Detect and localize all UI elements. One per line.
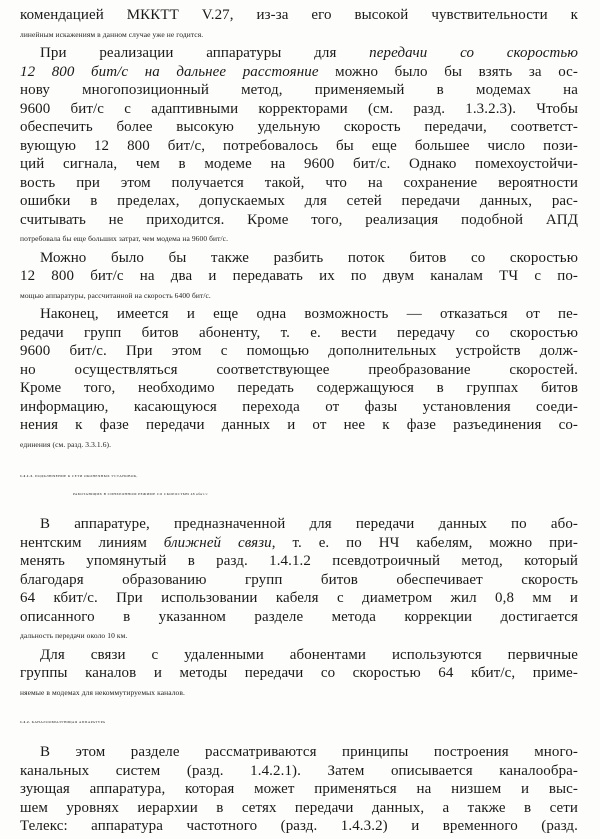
text-line: но осуществляться соответствующее преобразование скоростей. — [20, 361, 578, 378]
text-line: описанного в указанном разделе метода коррекции достигается — [20, 608, 578, 625]
text-line: менять упомянутый в разд. 1.4.1.2 псевдотроичный метод, который — [20, 553, 578, 570]
text-line: 64 кбит/с. При использовании кабеля с диаметром жил 0,8 мм и — [20, 590, 578, 607]
text-line: ошибки в пределах, допускаемых для сетей передачи данных, рас- — [20, 193, 578, 210]
text-line: Телекс: аппаратура частотного (разд. 1.4.3.2) и временного (разд. — [20, 818, 578, 835]
text-line: зующая аппаратура, которая может применяться на низшем и выс- — [20, 781, 578, 798]
text-line: При реализации аппаратуры для передачи со скоростью — [40, 45, 578, 62]
text-line: 9600 бит/с. При этом с помощью дополнительных устройств долж- — [20, 343, 578, 360]
section-number: 1.4.2. — [20, 720, 31, 725]
text-line: считывать не приходится. Кроме того, реализация подобной АПД — [20, 211, 578, 228]
text-line: нову многопозиционный метод, применяемый в модемах на — [20, 82, 578, 99]
text-line: мощью аппаратуры, рассчитанной на скорость 6400 бит/с. — [20, 290, 211, 300]
text-line: шем уровнях иерархии в сетях передачи данных, а также в сети — [20, 799, 578, 816]
text-line: дальность передачи около 10 км. — [20, 631, 128, 641]
text-line: Для связи с удаленными абонентами используются первичные — [40, 646, 578, 663]
text-line: редачи групп битов абоненту, т. е. вести передачу со скоростью — [20, 324, 578, 341]
italic-phrase: передачи со скоростью — [369, 45, 578, 62]
text-line: ций сигнала, чем в модеме на 9600 бит/с. Однако помехоустойчи- — [20, 156, 578, 173]
italic-phrase: ближней связи — [163, 534, 272, 551]
text-line: линейным искажениям в данном случае уже не годится. — [20, 29, 204, 39]
section-number: 1.4.1.3. — [20, 474, 34, 479]
section-heading-line: РАБОТАЮЩИХ В СИНХРОННОМ РЕЖИМЕ СО СКОРОСТЬЮ 48 кбит/с — [73, 492, 208, 497]
text-line: В аппаратуре, предназначенной для передачи данных по або- — [40, 516, 578, 533]
text-line: информацию, касающуюся перехода от фазы установления соеди- — [20, 398, 578, 415]
section-heading — [20, 712, 600, 733]
text-line: 12 800 бит/с на два и передавать их по двум каналам ТЧ с по- — [20, 268, 578, 285]
text-line: 12 800 бит/с на дальнее расстояние можно было бы взять за ос- — [20, 63, 578, 80]
text-line: потребовала бы еще больших затрат, чем модема на 9600 бит/с. — [20, 234, 229, 244]
text-line: благодаря образованию групп битов обеспечивает скорость — [20, 571, 578, 588]
text-line: единения (см. разд. 3.3.1.6). — [20, 439, 112, 449]
section-title: КАНАЛООБРАЗУЮЩАЯ АППАРАТУРА — [31, 720, 106, 725]
text-line: няемые в модемах для некоммутируемых каналов. — [20, 687, 185, 697]
text-line: вость при этом получается такой, что на сохранение вероятности — [20, 174, 578, 191]
text-line: Можно было бы также разбить поток битов со скоростью — [40, 249, 578, 266]
text-line: вующую 12 800 бит/с, потребовалось бы еще большее число пози- — [20, 137, 578, 154]
text-line: канальных систем (разд. 1.4.2.1). Затем описывается каналообра- — [20, 762, 578, 779]
text-line: обеспечить более высокую удельную скорость передачи, соответст- — [20, 119, 578, 136]
text-line: нентским линиям ближней связи, т. е. по НЧ кабелям, можно при- — [20, 534, 579, 551]
text-line: 9600 бит/с с адаптивными корректорами (см. разд. 1.3.2.3). Чтобы — [20, 100, 578, 117]
text-line: комендацией МККТТ V.27, из-за его высокой чувствительности к — [20, 7, 578, 24]
section-title: ПОДКЛЮЧЕНИЕ К СЕТИ ОКОНЕЧНЫХ УСТАНОВОК, — [35, 474, 138, 479]
text-line: Кроме того, необходимо передать содержащуюся в группах битов — [20, 380, 578, 397]
text-line: группы каналов и методы передачи со скоростью 64 кбит/с, приме- — [20, 665, 578, 682]
text-line: Наконец, имеется и еще одна возможность — отказаться от пе- — [40, 306, 578, 323]
text-line: В этом разделе рассматриваются принципы построения много- — [40, 744, 578, 761]
italic-phrase: 12 800 бит/с на дальнее расстояние — [20, 63, 319, 80]
text-line: нения к фазе передачи данных и от нее к фазе разъединения со- — [20, 417, 578, 434]
